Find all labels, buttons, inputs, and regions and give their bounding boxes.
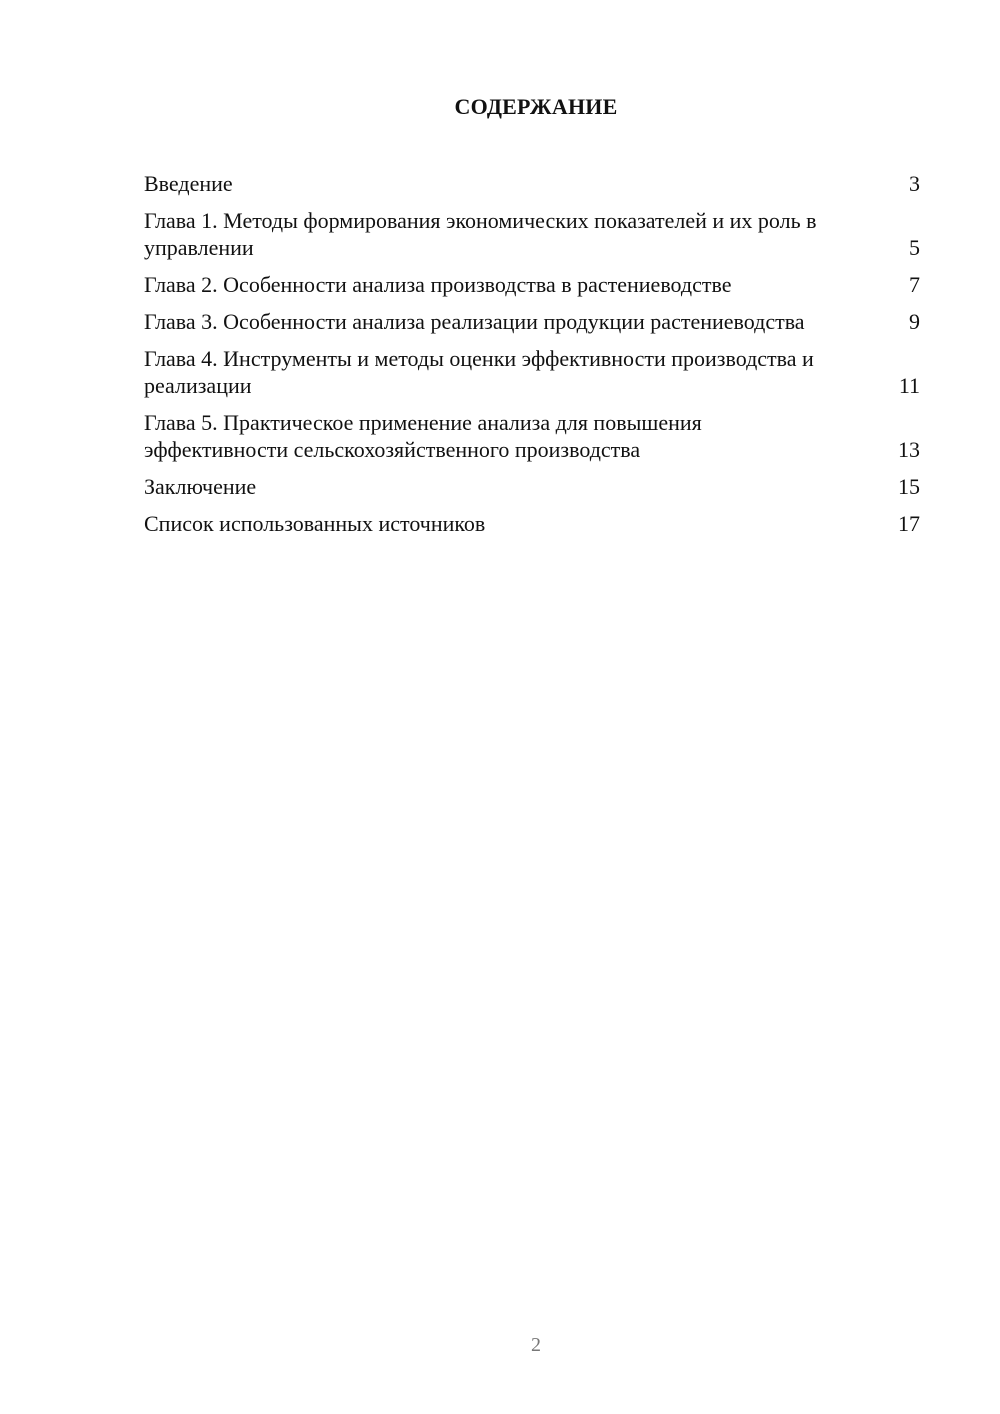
toc-entry-chapter-5 — [144, 409, 920, 463]
toc-entry-page: 13 — [898, 437, 920, 462]
toc-entry-text: Заключение — [144, 474, 257, 499]
toc-title: СОДЕРЖАНИЕ — [454, 94, 618, 119]
toc-entry-page: 3 — [909, 171, 920, 196]
toc-entry-chapter-4 — [144, 345, 920, 399]
toc-entry-page: 15 — [898, 474, 920, 499]
toc-entry-introduction — [144, 170, 920, 197]
toc-entry-text: Глава 3. Особенности анализа реализации продукции растениеводства — [144, 309, 805, 334]
toc-entry-page: 17 — [898, 511, 920, 536]
toc-entry-chapter-3 — [144, 308, 920, 335]
page-number: 2 — [531, 1334, 541, 1356]
toc-entry-text: Глава 5. Практическое применение анализа для повышения эффективности сельскохозяйственного производства — [144, 410, 702, 462]
toc-entry-text: Список использованных источников — [144, 511, 486, 536]
toc-entry-conclusion — [144, 473, 920, 500]
toc-entry-chapter-1 — [144, 207, 920, 261]
toc-entry-chapter-2 — [144, 271, 920, 298]
toc-entry-text: Глава 2. Особенности анализа производства в растениеводстве — [144, 272, 732, 297]
toc-entry-page: 7 — [909, 272, 920, 297]
toc-entry-text: Глава 1. Методы формирования экономических показателей и их роль в управлении — [144, 208, 817, 260]
toc-entry-page: 5 — [909, 235, 920, 260]
table-of-contents — [144, 170, 920, 547]
toc-entry-text: Глава 4. Инструменты и методы оценки эффективности производства и реализации — [144, 346, 814, 398]
toc-entry-page: 9 — [909, 309, 920, 334]
toc-entry-text: Введение — [144, 171, 233, 196]
toc-entry-page: 11 — [898, 373, 920, 398]
toc-entry-references — [144, 510, 920, 537]
